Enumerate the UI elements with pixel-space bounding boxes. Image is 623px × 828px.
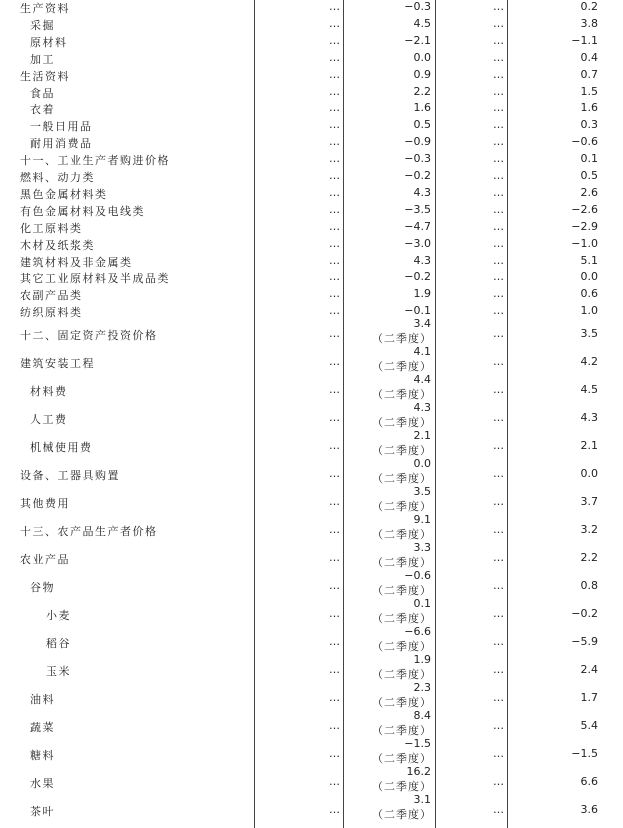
ellipsis-cell: …	[329, 411, 340, 425]
ellipsis-cell: …	[493, 253, 504, 267]
row-label: 生产资料	[20, 2, 70, 15]
ellipsis-cell: …	[493, 33, 504, 47]
ellipsis-cell: …	[329, 118, 340, 132]
row-label: 糖料	[30, 749, 55, 763]
value-cell: 4.4	[413, 373, 431, 387]
row-label: 十三、农产品生产者价格	[20, 525, 158, 539]
ellipsis-cell: …	[493, 67, 504, 81]
value-cell: 0.4	[580, 50, 598, 64]
value-cell: 1.0	[580, 304, 598, 318]
value-cell: 3.6	[580, 803, 598, 817]
ellipsis-cell: …	[493, 219, 504, 233]
value-cell: −1.0	[571, 236, 598, 250]
quarter-note: （二季度）	[372, 500, 432, 514]
value-cell: 5.1	[580, 253, 598, 267]
table-row	[0, 795, 623, 823]
value-cell: 0.0	[580, 467, 598, 481]
table-row	[0, 571, 623, 599]
table-row	[0, 116, 623, 133]
row-label: 农业产品	[20, 553, 70, 567]
value-cell: 0.1	[413, 597, 431, 611]
table-row	[0, 167, 623, 184]
row-label: 设备、工器具购置	[20, 469, 120, 483]
value-cell: 4.3	[413, 401, 431, 415]
ellipsis-cell: …	[329, 50, 340, 64]
ellipsis-cell: …	[493, 16, 504, 30]
value-cell: 2.6	[580, 185, 598, 199]
ellipsis-cell: …	[493, 327, 504, 341]
table-row	[0, 431, 623, 459]
ellipsis-cell: …	[329, 270, 340, 284]
value-cell: 0.0	[413, 457, 431, 471]
value-cell: 0.6	[580, 287, 598, 301]
value-cell: 2.2	[413, 84, 431, 98]
value-cell: −1.1	[571, 33, 598, 47]
quarter-note: （二季度）	[372, 752, 432, 766]
value-cell: 0.0	[580, 270, 598, 284]
row-label: 黑色金属材料类	[20, 187, 108, 201]
ellipsis-cell: …	[493, 383, 504, 397]
ellipsis-cell: …	[493, 747, 504, 761]
ellipsis-cell: …	[329, 33, 340, 47]
quarter-note: （二季度）	[372, 360, 432, 374]
ellipsis-cell: …	[329, 467, 340, 481]
value-cell: 16.2	[406, 765, 431, 779]
ellipsis-cell: …	[493, 270, 504, 284]
ellipsis-cell: …	[329, 327, 340, 341]
value-cell: 0.5	[413, 118, 431, 132]
ellipsis-cell: …	[329, 383, 340, 397]
value-cell: −1.5	[571, 747, 598, 761]
row-label: 玉米	[46, 665, 71, 679]
ellipsis-cell: …	[329, 67, 340, 81]
ellipsis-cell: …	[493, 635, 504, 649]
ellipsis-cell: …	[329, 523, 340, 537]
ellipsis-cell: …	[493, 663, 504, 677]
value-cell: −1.5	[404, 737, 431, 751]
table-row	[0, 515, 623, 543]
row-label: 衣着	[30, 103, 55, 117]
quarter-note: （二季度）	[372, 416, 432, 430]
value-cell: 0.7	[580, 67, 598, 81]
ellipsis-cell: …	[329, 635, 340, 649]
value-cell: −0.9	[404, 135, 431, 149]
value-cell: 0.3	[580, 118, 598, 132]
value-cell: 0.2	[580, 0, 598, 13]
ellipsis-cell: …	[329, 152, 340, 166]
ellipsis-cell: …	[329, 355, 340, 369]
ellipsis-cell: …	[493, 84, 504, 98]
ellipsis-cell: …	[329, 101, 340, 115]
table-row	[0, 32, 623, 49]
table-row	[0, 711, 623, 739]
value-cell: −0.3	[404, 152, 431, 166]
ellipsis-cell: …	[329, 663, 340, 677]
row-label: 原材料	[30, 35, 68, 49]
ellipsis-cell: …	[329, 135, 340, 149]
ellipsis-cell: …	[493, 803, 504, 817]
value-cell: 2.4	[580, 663, 598, 677]
value-cell: −0.1	[404, 304, 431, 318]
value-cell: 0.8	[580, 579, 598, 593]
value-cell: 1.6	[580, 101, 598, 115]
value-cell: 6.6	[580, 775, 598, 789]
ellipsis-cell: …	[493, 202, 504, 216]
ellipsis-cell: …	[329, 16, 340, 30]
value-cell: 3.1	[413, 793, 431, 807]
quarter-note: （二季度）	[372, 556, 432, 570]
value-cell: 1.6	[413, 101, 431, 115]
ellipsis-cell: …	[493, 523, 504, 537]
table-row	[0, 767, 623, 795]
quarter-note: （二季度）	[372, 696, 432, 710]
ellipsis-cell: …	[329, 775, 340, 789]
quarter-note: （二季度）	[372, 444, 432, 458]
ellipsis-cell: …	[329, 236, 340, 250]
ellipsis-cell: …	[329, 169, 340, 182]
table-row	[0, 66, 623, 83]
ellipsis-cell: …	[329, 202, 340, 216]
value-cell: 0.0	[413, 50, 431, 64]
quarter-note: （二季度）	[372, 640, 432, 654]
value-cell: 1.9	[413, 653, 431, 667]
ellipsis-cell: …	[493, 118, 504, 132]
table-row	[0, 150, 623, 167]
ellipsis-cell: …	[329, 185, 340, 199]
value-cell: 9.1	[413, 513, 431, 527]
value-cell: 3.2	[580, 523, 598, 537]
ellipsis-cell: …	[329, 287, 340, 301]
table-row	[0, 347, 623, 375]
table-row	[0, 319, 623, 347]
table-row	[0, 184, 623, 201]
value-cell: −0.6	[571, 135, 598, 149]
row-label: 建筑材料及非金属类	[20, 255, 133, 269]
row-label: 稻谷	[46, 637, 71, 651]
ellipsis-cell: …	[493, 236, 504, 250]
table-row	[0, 403, 623, 431]
value-cell: 4.2	[580, 355, 598, 369]
row-label: 茶叶	[30, 805, 55, 819]
ellipsis-cell: …	[493, 495, 504, 509]
ellipsis-cell: …	[493, 50, 504, 64]
value-cell: 0.9	[413, 67, 431, 81]
table-row	[0, 683, 623, 711]
table-row	[0, 302, 623, 319]
ellipsis-cell: …	[329, 551, 340, 565]
ellipsis-cell: …	[493, 607, 504, 621]
value-cell: −3.5	[404, 202, 431, 216]
table-row	[0, 235, 623, 252]
value-cell: 4.3	[580, 411, 598, 425]
table-row	[0, 285, 623, 302]
row-label: 十一、工业生产者购进价格	[20, 154, 170, 168]
ellipsis-cell: …	[329, 439, 340, 453]
value-cell: 3.8	[580, 16, 598, 30]
table-row	[0, 599, 623, 627]
row-label: 建筑安装工程	[20, 357, 95, 371]
row-label: 燃料、动力类	[20, 171, 95, 184]
ellipsis-cell: …	[329, 84, 340, 98]
quarter-note: （二季度）	[372, 668, 432, 682]
table-row	[0, 739, 623, 767]
value-cell: 3.3	[413, 541, 431, 555]
ellipsis-cell: …	[493, 304, 504, 318]
quarter-note: （二季度）	[372, 612, 432, 626]
ellipsis-cell: …	[329, 747, 340, 761]
row-label: 其它工业原材料及半成品类	[20, 272, 170, 286]
value-cell: 4.3	[413, 185, 431, 199]
ellipsis-cell: …	[493, 355, 504, 369]
table-row	[0, 655, 623, 683]
value-cell: 1.7	[580, 691, 598, 705]
table-row	[0, 543, 623, 571]
value-cell: 2.2	[580, 551, 598, 565]
value-cell: 0.1	[580, 152, 598, 166]
value-cell: −0.6	[404, 569, 431, 583]
row-label: 十二、固定资产投资价格	[20, 329, 158, 343]
table-row	[0, 83, 623, 100]
table-row	[0, 133, 623, 150]
value-cell: 3.5	[413, 485, 431, 499]
ellipsis-cell: …	[493, 551, 504, 565]
value-cell: −5.9	[571, 635, 598, 649]
value-cell: 1.5	[580, 84, 598, 98]
quarter-note: （二季度）	[372, 528, 432, 542]
value-cell: −3.0	[404, 236, 431, 250]
row-label: 生活资料	[20, 69, 70, 83]
ellipsis-cell: …	[493, 152, 504, 166]
ellipsis-cell: …	[329, 304, 340, 318]
value-cell: 4.5	[413, 16, 431, 30]
row-label: 农副产品类	[20, 289, 83, 303]
quarter-note: （二季度）	[372, 584, 432, 598]
table-row	[0, 487, 623, 515]
ellipsis-cell: …	[329, 607, 340, 621]
value-cell: −0.2	[571, 607, 598, 621]
ellipsis-cell: …	[493, 0, 504, 13]
ellipsis-cell: …	[329, 253, 340, 267]
value-cell: 1.9	[413, 287, 431, 301]
ellipsis-cell: …	[493, 439, 504, 453]
value-cell: −0.3	[404, 0, 431, 13]
row-label: 加工	[30, 52, 55, 66]
ellipsis-cell: …	[493, 169, 504, 182]
value-cell: 3.5	[580, 327, 598, 341]
ellipsis-cell: …	[493, 101, 504, 115]
ellipsis-cell: …	[493, 579, 504, 593]
row-label: 纺织原料类	[20, 306, 83, 320]
row-label: 食品	[30, 86, 55, 100]
row-label: 其他费用	[20, 497, 70, 511]
value-cell: 0.5	[580, 169, 598, 182]
row-label: 化工原料类	[20, 221, 83, 235]
value-cell: −2.9	[571, 219, 598, 233]
value-cell: 5.4	[580, 719, 598, 733]
table-row	[0, 201, 623, 218]
ellipsis-cell: …	[493, 287, 504, 301]
row-label: 一般日用品	[30, 120, 93, 134]
table-row	[0, 375, 623, 403]
row-label: 谷物	[30, 581, 55, 595]
value-cell: 2.3	[413, 681, 431, 695]
value-cell: −4.7	[404, 219, 431, 233]
ellipsis-cell: …	[493, 775, 504, 789]
ellipsis-cell: …	[493, 411, 504, 425]
ellipsis-cell: …	[329, 219, 340, 233]
value-cell: 2.1	[413, 429, 431, 443]
row-label: 材料费	[30, 385, 68, 399]
value-cell: 3.4	[413, 317, 431, 331]
row-label: 采掘	[30, 18, 55, 32]
table-row	[0, 252, 623, 269]
table-row	[0, 15, 623, 32]
row-label: 有色金属材料及电线类	[20, 204, 145, 218]
row-label: 小麦	[46, 609, 71, 623]
row-label: 水果	[30, 777, 55, 791]
ellipsis-cell: …	[329, 691, 340, 705]
ellipsis-cell: …	[329, 0, 340, 13]
ellipsis-cell: …	[329, 803, 340, 817]
ellipsis-cell: …	[493, 185, 504, 199]
ellipsis-cell: …	[493, 691, 504, 705]
table-row	[0, 0, 623, 15]
ellipsis-cell: …	[493, 719, 504, 733]
row-label: 人工费	[30, 413, 68, 427]
row-label: 油料	[30, 693, 55, 707]
table-row	[0, 459, 623, 487]
row-label: 蔬菜	[30, 721, 55, 735]
row-label: 机械使用费	[30, 441, 93, 455]
row-label: 木材及纸浆类	[20, 238, 95, 252]
ellipsis-cell: …	[329, 495, 340, 509]
table-row	[0, 99, 623, 116]
ellipsis-cell: …	[493, 467, 504, 481]
value-cell: 8.4	[413, 709, 431, 723]
value-cell: 3.7	[580, 495, 598, 509]
ellipsis-cell: …	[493, 135, 504, 149]
quarter-note: （二季度）	[372, 780, 432, 794]
value-cell: 4.5	[580, 383, 598, 397]
table-row	[0, 627, 623, 655]
value-cell: 2.1	[580, 439, 598, 453]
quarter-note: （二季度）	[372, 472, 432, 486]
value-cell: −0.2	[404, 169, 431, 182]
quarter-note: （二季度）	[372, 724, 432, 738]
row-label: 耐用消费品	[30, 137, 93, 151]
value-cell: −0.2	[404, 270, 431, 284]
table-row	[0, 268, 623, 285]
value-cell: 4.1	[413, 345, 431, 359]
ellipsis-cell: …	[329, 719, 340, 733]
table-row	[0, 218, 623, 235]
ellipsis-cell: …	[329, 579, 340, 593]
quarter-note: （二季度）	[372, 332, 432, 346]
value-cell: −6.6	[404, 625, 431, 639]
quarter-note: （二季度）	[372, 808, 432, 822]
value-cell: −2.6	[571, 202, 598, 216]
value-cell: −2.1	[404, 33, 431, 47]
value-cell: 4.3	[413, 253, 431, 267]
table-row	[0, 49, 623, 66]
quarter-note: （二季度）	[372, 388, 432, 402]
